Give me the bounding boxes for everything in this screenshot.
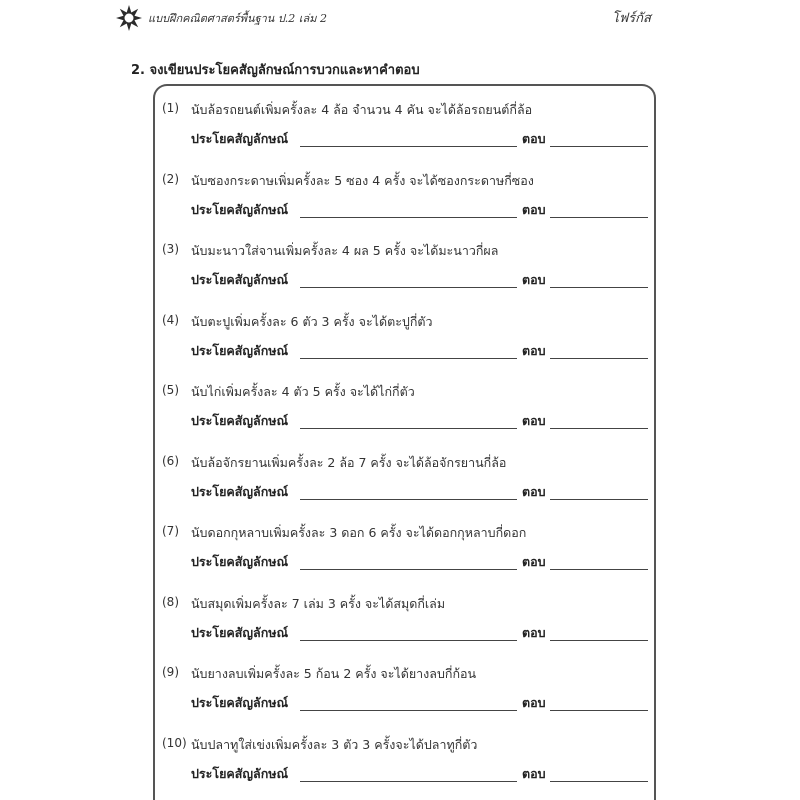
question-text: นับมะนาวใส่จานเพิ่มครั้งละ 4 ผล 5 ครั้ง จะได้มะนาวกี่ผล xyxy=(191,243,499,258)
question-text: นับล้อรถยนต์เพิ่มครั้งละ 4 ล้อ จำนวน 4 คัน จะได้ล้อรถยนต์กี่ล้อ xyxy=(191,102,533,117)
symbolic-sentence-answer-line[interactable] xyxy=(300,287,517,288)
symbolic-sentence-answer-line[interactable] xyxy=(300,499,517,500)
question-text: นับปลาทูใส่เข่งเพิ่มครั้งละ 3 ตัว 3 ครั้งจะได้ปลาทูกี่ตัว xyxy=(191,736,478,752)
question-number: (6) xyxy=(162,453,179,468)
symbolic-sentence-label: ประโยคสัญลักษณ์ xyxy=(191,695,289,710)
symbolic-sentence-label: ประโยคสัญลักษณ์ xyxy=(191,272,289,287)
question-number: (8) xyxy=(162,594,179,609)
symbolic-sentence-label: ประโยคสัญลักษณ์ xyxy=(191,624,289,640)
question-number: (4) xyxy=(162,312,179,327)
exercise-instruction: 2. จงเขียนประโยคสัญลักษณ์การบวกและหาคำตอบ xyxy=(131,63,420,78)
answer-label: ตอบ xyxy=(522,695,546,710)
page-header xyxy=(0,0,800,36)
answer-label: ตอบ xyxy=(522,413,546,428)
answer-line[interactable] xyxy=(550,146,648,147)
symbolic-sentence-label: ประโยคสัญลักษณ์ xyxy=(191,342,289,358)
answer-line[interactable] xyxy=(550,287,648,288)
question-item xyxy=(0,91,800,161)
question-text: นับยางลบเพิ่มครั้งละ 5 ก้อน 2 ครั้ง จะได้ยางลบกี่ก้อน xyxy=(191,666,477,681)
symbolic-sentence-answer-line[interactable] xyxy=(300,428,517,429)
question-item xyxy=(0,726,800,796)
sunburst-icon xyxy=(116,5,142,31)
symbolic-sentence-answer-line[interactable] xyxy=(300,217,517,218)
symbolic-sentence-label: ประโยคสัญลักษณ์ xyxy=(191,765,289,781)
answer-line[interactable] xyxy=(550,499,648,500)
answer-label: ตอบ xyxy=(522,131,546,146)
answer-line[interactable] xyxy=(550,569,648,570)
question-item xyxy=(0,585,800,655)
question-text: นับซองกระดาษเพิ่มครั้งละ 5 ซอง 4 ครั้ง จะได้ซองกระดาษกี่ซอง xyxy=(191,172,534,188)
symbolic-sentence-answer-line[interactable] xyxy=(300,781,517,782)
question-text: นับไก่เพิ่มครั้งละ 4 ตัว 5 ครั้ง จะได้ไก่กี่ตัว xyxy=(191,384,415,399)
question-number: (1) xyxy=(162,101,179,115)
question-number: (2) xyxy=(162,171,179,186)
answer-label: ตอบ xyxy=(522,554,546,569)
answer-label: ตอบ xyxy=(522,765,546,781)
answer-line[interactable] xyxy=(550,358,648,359)
question-text: นับดอกกุหลาบเพิ่มครั้งละ 3 ดอก 6 ครั้ง จะได้ดอกกุหลาบกี่ดอก xyxy=(191,525,527,540)
question-number: (5) xyxy=(162,383,179,397)
question-item xyxy=(0,373,800,443)
question-item xyxy=(0,514,800,584)
answer-line[interactable] xyxy=(550,428,648,429)
symbolic-sentence-label: ประโยคสัญลักษณ์ xyxy=(191,131,289,146)
answer-label: ตอบ xyxy=(522,201,546,217)
answer-label: ตอบ xyxy=(522,624,546,640)
question-item xyxy=(0,444,800,514)
question-item xyxy=(0,655,800,725)
book-title: แบบฝึกคณิตศาสตร์พื้นฐาน ป.2 เล่ม 2 xyxy=(148,12,328,25)
answer-label: ตอบ xyxy=(522,272,546,287)
symbolic-sentence-answer-line[interactable] xyxy=(300,146,517,147)
question-text: นับสมุดเพิ่มครั้งละ 7 เล่ม 3 ครั้ง จะได้สมุดกี่เล่ม xyxy=(191,595,446,611)
answer-line[interactable] xyxy=(550,781,648,782)
question-item xyxy=(0,303,800,373)
answer-label: ตอบ xyxy=(522,342,546,358)
symbolic-sentence-answer-line[interactable] xyxy=(300,358,517,359)
question-number: (3) xyxy=(162,242,179,256)
symbolic-sentence-label: ประโยคสัญลักษณ์ xyxy=(191,201,289,217)
question-text: นับตะปูเพิ่มครั้งละ 6 ตัว 3 ครั้ง จะได้ตะปูกี่ตัว xyxy=(191,313,433,329)
symbolic-sentence-answer-line[interactable] xyxy=(300,710,517,711)
symbolic-sentence-answer-line[interactable] xyxy=(300,640,517,641)
question-text: นับล้อจักรยานเพิ่มครั้งละ 2 ล้อ 7 ครั้ง จะได้ล้อจักรยานกี่ล้อ xyxy=(191,454,507,470)
symbolic-sentence-label: ประโยคสัญลักษณ์ xyxy=(191,554,289,569)
question-item xyxy=(0,232,800,302)
question-number: (7) xyxy=(162,524,179,538)
answer-line[interactable] xyxy=(550,710,648,711)
question-number: (10) xyxy=(162,735,187,750)
symbolic-sentence-answer-line[interactable] xyxy=(300,569,517,570)
publisher-name: โฟร์กัส xyxy=(612,11,651,26)
answer-label: ตอบ xyxy=(522,483,546,499)
symbolic-sentence-label: ประโยคสัญลักษณ์ xyxy=(191,413,289,428)
answer-line[interactable] xyxy=(550,217,648,218)
answer-line[interactable] xyxy=(550,640,648,641)
question-item xyxy=(0,162,800,232)
question-number: (9) xyxy=(162,665,179,679)
symbolic-sentence-label: ประโยคสัญลักษณ์ xyxy=(191,483,289,499)
